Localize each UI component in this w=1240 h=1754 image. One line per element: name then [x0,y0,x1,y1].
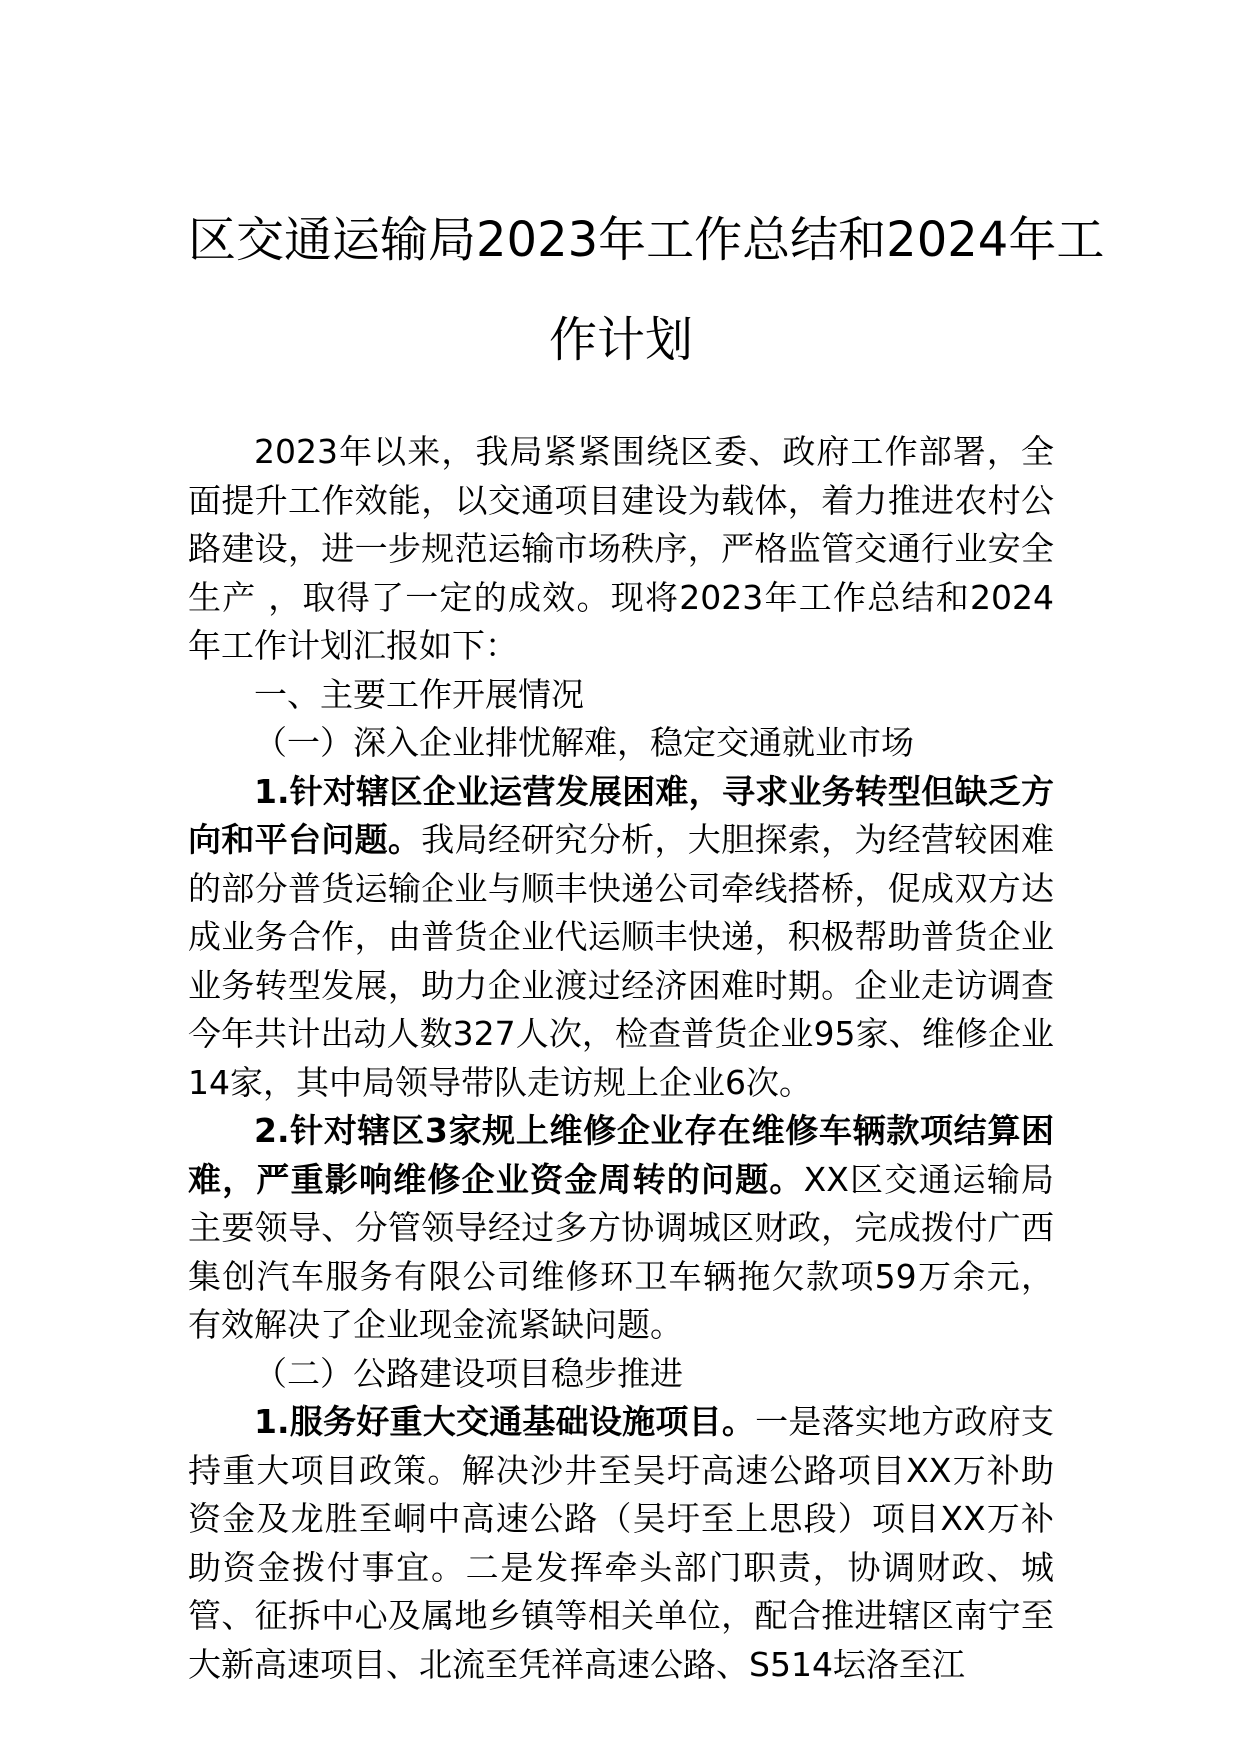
title-line-2: 作计划 [548,312,693,368]
item-3-text: 一是落实地方政府支持重大项目政策。解决沙井至吴圩高速公路项目XX万补助资金及龙胜至峒中高速公路（吴圩至上思段）项目XX万补助资金拨付事宜。二是发挥牵头部门职责，协调财政、城管、征拆中心及属地乡镇等相关单位，配合推进辖区南宁至大新高速项目、北流至凭祥高速公路、S514坛洛至江 [188,1402,1055,1684]
subsection-heading-enterprise: （一）深入企业排忧解难，稳定交通就业市场 [254,723,914,762]
item-paragraph-3 [188,1398,1054,1689]
item-1-text: 我局经研究分析，大胆探索，为经营较困难的部分普货运输企业与顺丰快递公司牵线搭桥，促成双方达成业务合作，由普货企业代运顺丰快递，积极帮助普货企业业务转型发展，助力企业渡过经济困难时期。企业走访调查今年共计出动人数327人次，检查普货企业95家、维修企业14家，其中局领导带队走访规上企业6次。 [188,820,1055,1102]
item-paragraph-2 [188,1107,1054,1350]
section-heading-main-work: 一、主要工作开展情况 [254,674,584,714]
subsection-heading-road-construction: （二）公路建设项目稳步推进 [254,1353,683,1393]
document-title [188,190,1105,390]
item-1-bold-lead: 1.针对辖区企业运营发展困难，寻求业务转型但缺乏方向和平台问题。 [188,771,1054,859]
document-body [188,428,1054,1689]
item-3-bold-lead: 1.服务好重大交通基础设施项目。 [254,1402,756,1441]
item-paragraph-1 [188,768,1054,1108]
intro-paragraph: 2023年以来，我局紧紧围绕区委、政府工作部署，全面提升工作效能，以交通项目建设为载体，着力推进农村公路建设，进一步规范运输市场秩序，严格监管交通行业安全生产 ，取得了一定的成效。现将2023年工作总结和2024年工作计划汇报如下： [188,432,1054,665]
item-2-bold-lead: 2.针对辖区3家规上维修企业存在维修车辆款项结算困难，严重影响维修企业资金周转的问题。 [188,1111,1054,1199]
title-line-1: 区交通运输局2023年工作总结和2024年工 [188,212,1105,268]
item-2-text: XX区交通运输局主要领导、分管领导经过多方协调城区财政，完成拨付广西集创汽车服务有限公司维修环卫车辆拖欠款项59万余元，有效解决了企业现金流紧缺问题。 [188,1159,1055,1344]
